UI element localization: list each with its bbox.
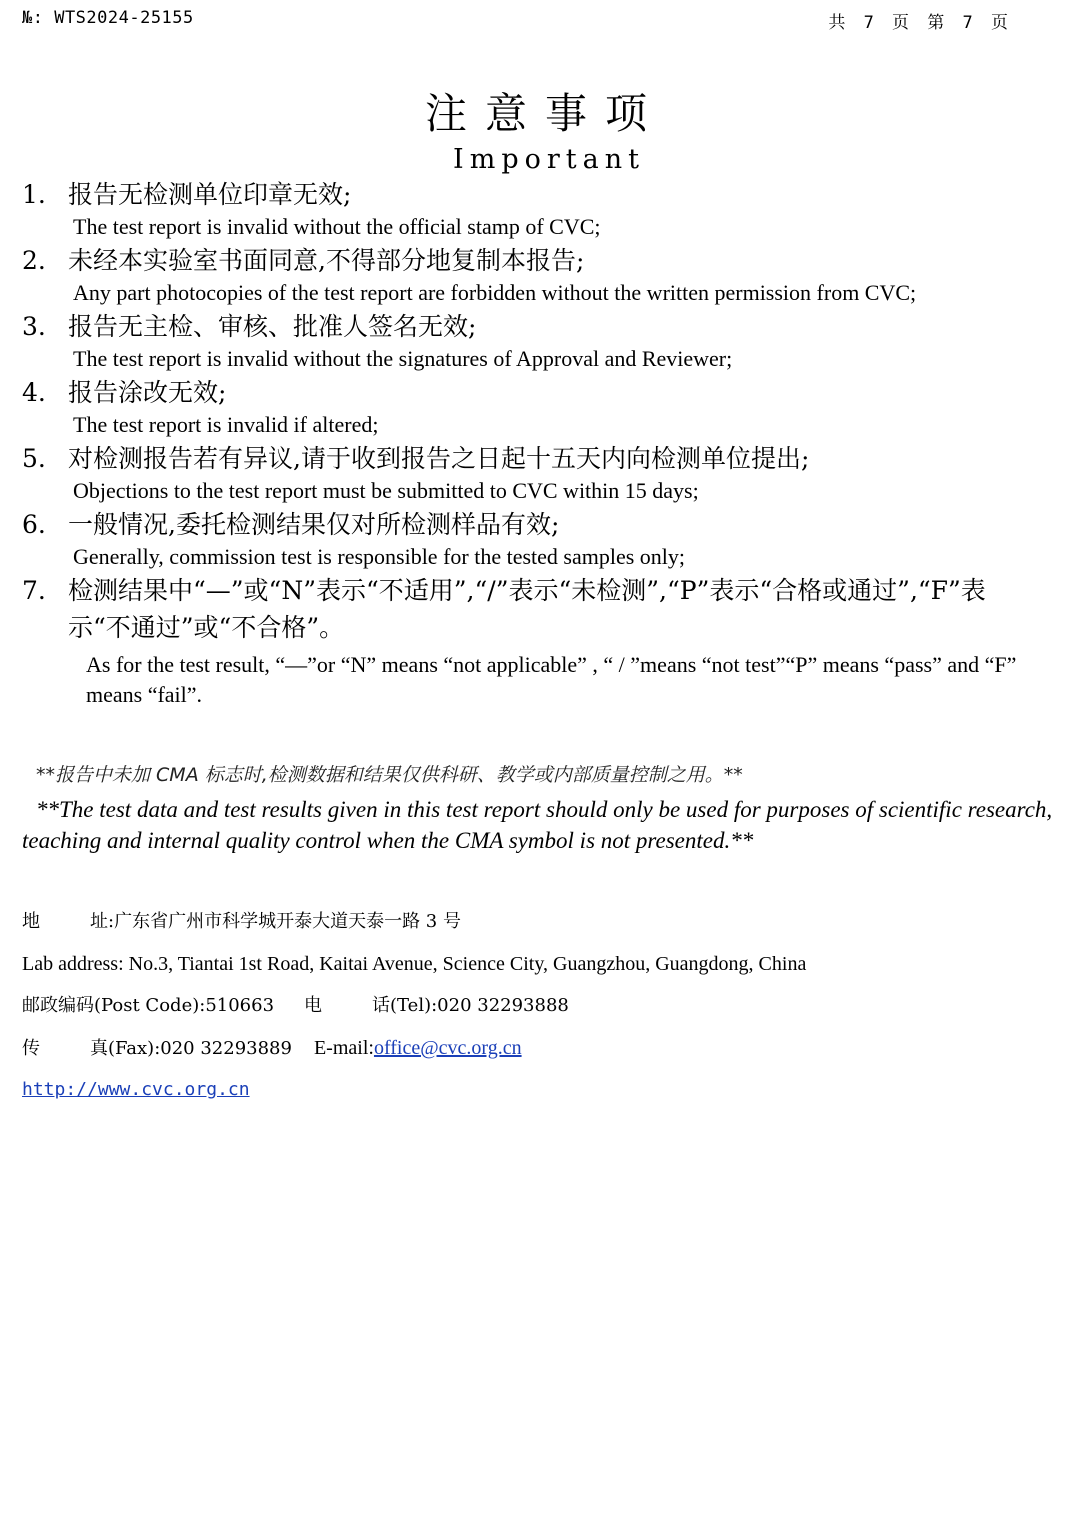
notice-number: 4.	[22, 378, 46, 407]
fax-label-2: 真(Fax):	[90, 1038, 161, 1059]
tel-label-1: 电	[304, 995, 323, 1016]
tel-label-2: 话(Tel):	[372, 995, 438, 1016]
email-link[interactable]: office@cvc.org.cn	[373, 1037, 522, 1059]
report-number: №: WTS2024-25155	[22, 8, 194, 28]
notice-item	[22, 176, 1022, 242]
notice-text-zh: 未经本实验室书面同意,不得部分地复制本报告;	[68, 246, 585, 275]
address-line	[22, 906, 1062, 948]
notice-text-zh: 检测结果中“—”或“N”表示“不适用”,“/”表示“未检测”,“P”表示“合格或通过”,“F”表示“不通过”或“不合格”。	[68, 576, 986, 642]
notice-zh-line	[22, 308, 1022, 345]
postcode-tel-line	[22, 990, 1062, 1032]
notice-text-en: The test report is invalid without the signatures of Approval and Reviewer;	[73, 346, 733, 371]
notice-number: 7.	[22, 576, 46, 605]
website-line	[22, 1074, 1062, 1116]
cma-note-en: **The test data and test results given in this test report should only be used for purposes of scientific research, teaching and internal quality control when the CMA symbol is not presented.**	[22, 797, 1053, 853]
website-link[interactable]: http://www.cvc.org.cn	[22, 1079, 250, 1100]
notice-text-en: Generally, commission test is responsible for the tested samples only;	[73, 544, 686, 569]
notice-item	[22, 308, 1022, 374]
page-subtitle: Important	[453, 144, 645, 175]
notice-text-zh: 报告涂改无效;	[68, 378, 227, 407]
page-header	[22, 8, 1012, 32]
notice-number: 5.	[22, 444, 46, 473]
notice-text-en: As for the test result, “—”or “N” means “not applicable” , “ / ”means “not test”“P” means “pass” and “F” means “fail”.	[86, 652, 1017, 707]
lab-address-line	[22, 948, 1062, 990]
notice-zh-line	[22, 506, 1022, 543]
notice-item	[22, 374, 1022, 440]
tel-value: 020 32293888	[437, 995, 569, 1016]
notice-item	[22, 572, 1022, 712]
postcode-value: 510663	[205, 995, 275, 1016]
notice-text-zh: 一般情况,委托检测结果仅对所检测样品有效;	[68, 510, 560, 539]
notice-text-zh: 报告无主检、审核、批准人签名无效;	[68, 312, 477, 341]
address-value: 广东省广州市科学城开泰大道天泰一路 3 号	[114, 911, 461, 932]
notice-list	[22, 176, 1022, 712]
notice-item	[22, 440, 1022, 506]
notice-item	[22, 506, 1022, 572]
email-label: E-mail:	[313, 1037, 374, 1059]
notice-text-zh: 报告无检测单位印章无效;	[68, 180, 352, 209]
notice-number: 2.	[22, 246, 46, 275]
page-count: 共 7 页 第 7 页	[828, 13, 1012, 33]
notice-number: 1.	[22, 180, 46, 209]
notice-zh-line	[22, 440, 1022, 477]
postcode-label: 邮政编码(Post Code):	[22, 995, 206, 1016]
fax-email-line	[22, 1032, 1062, 1074]
address-label-1: 地	[22, 911, 40, 932]
notice-text-en: Objections to the test report must be submitted to CVC within 15 days;	[73, 478, 699, 503]
notice-zh-line	[22, 176, 1022, 213]
notice-zh-line	[22, 572, 1022, 646]
notice-zh-line	[22, 374, 1022, 411]
lab-address: Lab address: No.3, Tiantai 1st Road, Kaitai Avenue, Science City, Guangzhou, Guangdong, China	[22, 953, 807, 975]
cma-note	[22, 760, 1062, 856]
fax-value: 020 32293889	[160, 1038, 292, 1059]
contact-info	[22, 906, 1062, 1116]
address-label-2: 址:	[90, 911, 115, 932]
page-title: 注意事项	[424, 89, 665, 138]
notice-zh-line	[22, 242, 1022, 279]
notice-text-en: The test report is invalid if altered;	[73, 412, 379, 437]
notice-text-en: The test report is invalid without the official stamp of CVC;	[73, 214, 601, 239]
notice-text-zh: 对检测报告若有异议,请于收到报告之日起十五天内向检测单位提出;	[68, 444, 810, 473]
notice-text-en: Any part photocopies of the test report are forbidden without the written permission from CVC;	[73, 280, 917, 305]
cma-note-zh: **报告中未加 CMA 标志时,检测数据和结果仅供科研、教学或内部质量控制之用。**	[36, 764, 743, 786]
notice-item	[22, 242, 1022, 308]
notice-number: 3.	[22, 312, 46, 341]
fax-label-1: 传	[22, 1038, 40, 1059]
notice-number: 6.	[22, 510, 46, 539]
